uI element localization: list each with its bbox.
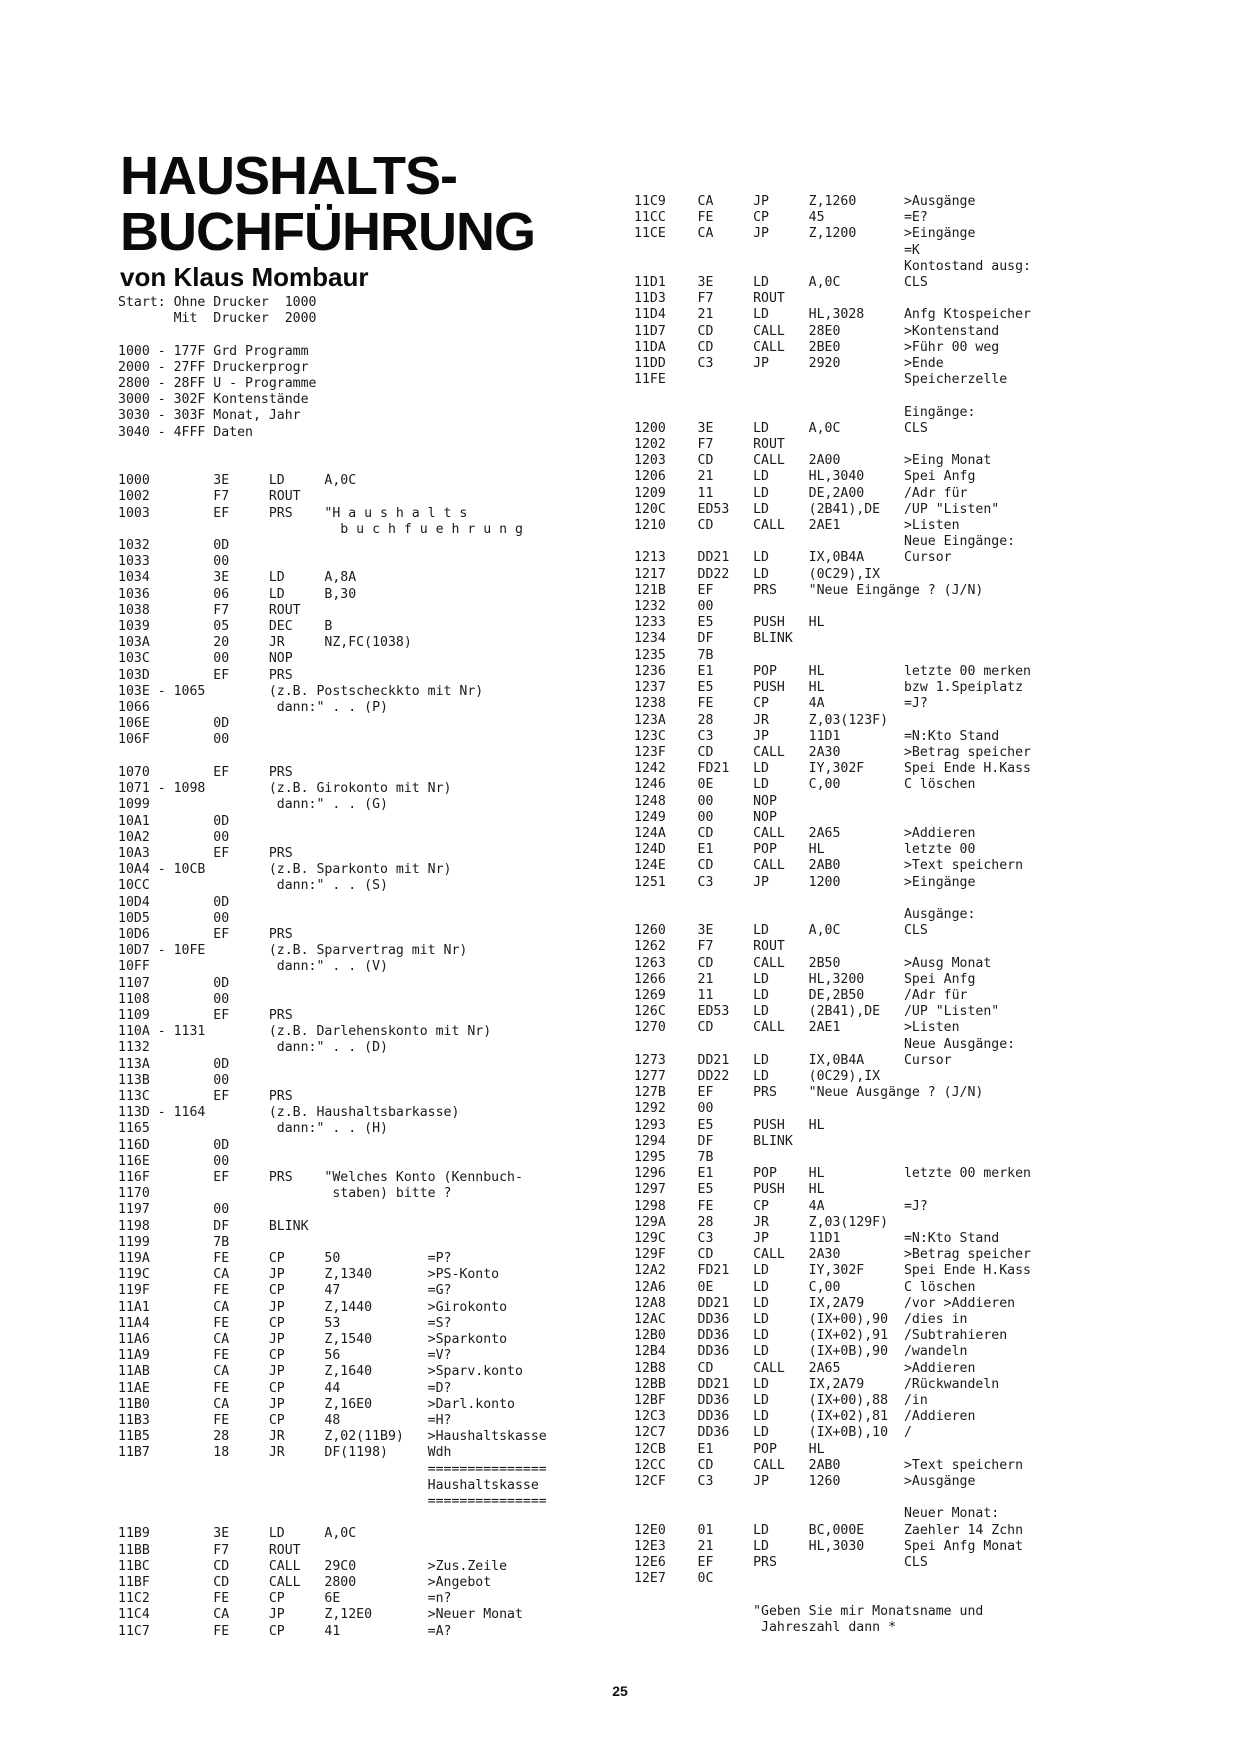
listing-line: 11BB F7 ROUT [118,1542,301,1558]
listing-line: 1107 0D [118,975,230,991]
listing-line: 12E3 21 LD HL,3030 Spei Anfg Monat [634,1538,1024,1554]
listing-line [118,441,547,457]
listing-line: 10A1 0D [118,813,230,829]
listing-line: 1298 FE CP 4A =J? [634,1198,928,1214]
listing-line: 12E6 EF PRS CLS [634,1555,928,1571]
listing-line: 1233 E5 PUSH HL [634,615,825,631]
listing-line: 1071 - 1098 (z.B. Girokonto mit Nr) [118,781,452,797]
listing-line: Start: Ohne Drucker 1000 [118,295,317,310]
listing-line: 12E7 0C [634,1571,714,1587]
listing-line: 1251 C3 JP 1200 >Eingänge [634,874,976,890]
listing-line: 1066 dann:" . . (P) [118,700,388,716]
listing-line: 1237 E5 PUSH HL bzw 1.Speiplatz [634,680,1024,696]
listing-line: 1246 0E LD C,00 C löschen [634,777,976,793]
listing-line: 1270 CD CALL 2AE1 >Listen [634,1020,960,1036]
listing-line: 126C ED53 LD (2B41),DE /UP "Listen" [634,1004,1000,1020]
listing-line: 10FF dann:" . . (V) [118,959,388,975]
listing-line: 11C2 FE CP 6E =n? [118,1591,452,1607]
listing-line: Kontostand ausg: [634,258,1031,274]
listing-line: 11A1 CA JP Z,1440 >Girokonto [118,1299,508,1315]
listing-line: 124D E1 POP HL letzte 00 [634,842,976,858]
listing-line: 12B0 DD36 LD (IX+02),91 /Subtrahieren [634,1328,1008,1344]
listing-line: 10D6 EF PRS [118,926,293,942]
listing-line: 1209 11 LD DE,2A00 /Adr für [634,485,968,501]
listing-line [634,1587,1031,1603]
listing-line: "Geben Sie mir Monatsname und [634,1603,984,1619]
listing-line: 1197 00 [118,1202,230,1218]
listing-line: 1292 00 [634,1101,714,1117]
listing-line [634,388,1031,404]
listing-line: 1206 21 LD HL,3040 Spei Anfg [634,469,976,485]
listing-line: 12BB DD21 LD IX,2A79 /Rückwandeln [634,1376,1000,1392]
listing-line: 11DA CD CALL 2BE0 >Führ 00 weg [634,339,1000,355]
listing-line: 119C CA JP Z,1340 >PS-Konto [118,1267,500,1283]
listing-line: 1235 7B [634,647,714,663]
listing-line: 1297 E5 PUSH HL [634,1182,825,1198]
listing-line: 113B 00 [118,1072,230,1088]
listing-line: 12CC CD CALL 2AB0 >Text speichern [634,1457,1024,1473]
listing-line: 103D EF PRS [118,667,293,683]
listing-line: 127B EF PRS "Neue Ausgänge ? (J/N) [634,1085,984,1101]
listing-line: 11D3 F7 ROUT [634,291,785,307]
listing-line: 106F 00 [118,732,230,748]
listing-line: 1295 7B [634,1149,714,1165]
listing-line: 1236 E1 POP HL letzte 00 merken [634,663,1031,679]
listing-line: =K [634,242,920,258]
listing-line: 11C9 CA JP Z,1260 >Ausgänge [634,194,976,209]
listing-line: 1033 00 [118,554,230,570]
listing-line: 1070 EF PRS [118,764,293,780]
listing-line: 11A6 CA JP Z,1540 >Sparkonto [118,1332,508,1347]
listing-line: 1269 11 LD DE,2B50 /Adr für [634,987,968,1003]
listing-line: Haushaltskasse [118,1477,539,1493]
listing-line: Eingänge: [634,404,976,420]
listing-line: 1002 F7 ROUT [118,489,301,505]
listing-line: 1099 dann:" . . (G) [118,797,388,813]
listing-line: 11D4 21 LD HL,3028 Anfg Ktospeicher [634,307,1031,323]
listing-line: 12AC DD36 LD (IX+00),90 /dies in [634,1312,968,1328]
listing-line: 103C 00 NOP [118,651,293,667]
listing-line: 11B9 3E LD A,0C [118,1526,357,1542]
listing-line: 1242 FD21 LD IY,302F Spei Ende H.Kass [634,761,1031,777]
listing-line: 110A - 1131 (z.B. Darlehenskonto mit Nr) [118,1024,492,1040]
listing-line: 3030 - 303F Monat, Jahr [118,408,301,424]
listing-line [118,749,547,765]
listing-line: 121B EF PRS "Neue Eingänge ? (J/N) [634,582,984,598]
listing-line: =============== [118,1494,547,1510]
listing-line: 11BF CD CALL 2800 >Angebot [118,1575,492,1591]
listing-line: 1294 DF BLINK [634,1133,793,1149]
listing-line: 119F FE CP 47 =G? [118,1283,452,1299]
listing-line: 11AE FE CP 44 =D? [118,1380,452,1396]
listing-line: 129A 28 JR Z,03(129F) [634,1214,889,1230]
listing-line: 3000 - 302F Kontenstände [118,392,309,408]
listing-line: 12A8 DD21 LD IX,2A79 /vor >Addieren [634,1295,1016,1311]
listing-line: 1108 00 [118,991,230,1007]
listing-line [634,1490,1031,1506]
listing-line: 1249 00 NOP [634,809,777,825]
listing-line: 12A2 FD21 LD IY,302F Spei Ende H.Kass [634,1263,1031,1279]
listing-line: 1202 F7 ROUT [634,437,785,453]
listing-line: 11CC FE CP 45 =E? [634,210,928,226]
listing-line: 1248 00 NOP [634,793,777,809]
listing-line: 11DD C3 JP 2920 >Ende [634,356,944,372]
listing-line: 10A2 00 [118,829,230,845]
listing-line: 10A4 - 10CB (z.B. Sparkonto mit Nr) [118,862,452,878]
listing-line: 106E 0D [118,716,230,732]
listing-line: 11D7 CD CALL 28E0 >Kontenstand [634,323,1000,339]
listing-line: 116F EF PRS "Welches Konto (Kennbuch- [118,1169,523,1185]
listing-line [118,457,547,473]
listing-line: 1039 05 DEC B [118,619,333,635]
listing-line: 1198 DF BLINK [118,1218,309,1234]
listing-line: 124E CD CALL 2AB0 >Text speichern [634,858,1024,874]
listing-line: 113C EF PRS [118,1088,293,1104]
article-title: HAUSHALTS- BUCHFÜHRUNG [120,146,535,262]
listing-line: 113A 0D [118,1056,230,1072]
listing-line: 11A9 FE CP 56 =V? [118,1348,452,1364]
listing-line: 113D - 1164 (z.B. Haushaltsbarkasse) [118,1105,460,1121]
listing-line: 12CF C3 JP 1260 >Ausgänge [634,1474,976,1490]
listing-line: 1165 dann:" . . (H) [118,1121,388,1137]
listing-line: 12BF DD36 LD (IX+00),88 /in [634,1393,928,1409]
listing-line: 10D7 - 10FE (z.B. Sparvertrag mit Nr) [118,943,468,959]
listing-line: 11C4 CA JP Z,12E0 >Neuer Monat [118,1607,523,1623]
listing-line: Jahreszahl dann * [634,1619,897,1635]
listing-line: 1210 CD CALL 2AE1 >Listen [634,518,960,534]
listing-line: 11AB CA JP Z,1640 >Sparv.konto [118,1364,523,1380]
listing-line: 12B8 CD CALL 2A65 >Addieren [634,1360,976,1376]
listing-line: 1262 F7 ROUT [634,939,785,955]
listing-line: 11BC CD CALL 29C0 >Zus.Zeile [118,1558,508,1574]
listing-line: 1000 3E LD A,0C [118,473,357,489]
listing-line: 1036 06 LD B,30 [118,586,357,602]
listing-line: 1032 0D [118,538,230,554]
listing-line: 1203 CD CALL 2A00 >Eing Monat [634,453,992,469]
listing-line: 11D1 3E LD A,0C CLS [634,275,928,291]
listing-line: 12CB E1 POP HL [634,1441,825,1457]
listing-line: 1213 DD21 LD IX,0B4A Cursor [634,550,952,566]
listing-line: 1003 EF PRS "H a u s h a l t s [118,505,468,521]
listing-line: 11FE Speicherzelle [634,372,1008,388]
listing-line: 11B5 28 JR Z,02(11B9) >Haushaltskasse [118,1429,547,1445]
listing-line: 12E0 01 LD BC,000E Zaehler 14 Zchn [634,1522,1024,1538]
listing-line: 1000 - 177F Grd Programm [118,343,309,359]
listing-line: 1266 21 LD HL,3200 Spei Anfg [634,971,976,987]
listing-line: 1132 dann:" . . (D) [118,1040,388,1056]
listing-line: 11C7 FE CP 41 =A? [118,1623,452,1639]
listing-line: 1273 DD21 LD IX,0B4A Cursor [634,1052,952,1068]
listing-line: 123A 28 JR Z,03(123F) [634,712,889,728]
listing-line: 12C7 DD36 LD (IX+0B),10 / [634,1425,912,1441]
listing-line: Neue Eingänge: [634,534,1016,550]
listing-line [118,1510,547,1526]
listing-line: Neue Ausgänge: [634,1036,1016,1052]
listing-line: 2800 - 28FF U - Programme [118,376,317,392]
listing-line: 1260 3E LD A,0C CLS [634,923,928,939]
listing-line: 12B4 DD36 LD (IX+0B),90 /wandeln [634,1344,968,1360]
listing-line: 1238 FE CP 4A =J? [634,696,928,712]
listing-line: 10CC dann:" . . (S) [118,878,388,894]
listing-line: 119A FE CP 50 =P? [118,1250,452,1266]
listing-line [118,327,547,343]
listing-line: 124A CD CALL 2A65 >Addieren [634,825,976,841]
listing-line: 120C ED53 LD (2B41),DE /UP "Listen" [634,501,1000,517]
listing-line: 103A 20 JR NZ,FC(1038) [118,635,412,651]
article-author: von Klaus Mombaur [120,262,369,292]
listing-line: 1170 staben) bitte ? [118,1186,452,1202]
listing-line: 11B3 FE CP 48 =H? [118,1413,452,1429]
listing-line: 1277 DD22 LD (0C29),IX [634,1068,881,1084]
listing-line: 10A3 EF PRS [118,845,293,861]
listing-line: 1234 DF BLINK [634,631,793,647]
listing-line: Ausgänge: [634,906,976,922]
listing-line: 3040 - 4FFF Daten [118,424,253,440]
listing-line: Neuer Monat: [634,1506,1000,1522]
listing-line: 2000 - 27FF Druckerprogr [118,359,309,375]
listing-line: 123C C3 JP 11D1 =N:Kto Stand [634,728,1000,744]
listing-line: 123F CD CALL 2A30 >Betrag speicher [634,744,1031,760]
listing-line: 1296 E1 POP HL letzte 00 merken [634,1166,1031,1182]
listing-line: 1263 CD CALL 2B50 >Ausg Monat [634,955,992,971]
listing-line [634,891,1031,907]
listing-line: 1038 F7 ROUT [118,602,301,618]
listing-line: 103E - 1065 (z.B. Postscheckkto mit Nr) [118,683,484,699]
listing-line: 1034 3E LD A,8A [118,570,357,586]
listing-line: 11CE CA JP Z,1200 >Eingänge [634,226,976,242]
listing-line: b u c h f u e h r u n g [118,521,523,537]
listing-line: 12A6 0E LD C,00 C löschen [634,1279,976,1295]
listing-line: 11B0 CA JP Z,16E0 >Darl.konto [118,1396,515,1412]
listing-line: 11B7 18 JR DF(1198) Wdh [118,1445,452,1461]
listing-line: 10D4 0D [118,894,230,910]
listing-line: 10D5 00 [118,910,230,926]
listing-line: 1293 E5 PUSH HL [634,1117,825,1133]
listing-line: 1200 3E LD A,0C CLS [634,420,928,436]
listing-line: 116D 0D [118,1137,230,1153]
listing-line: 129F CD CALL 2A30 >Betrag speicher [634,1247,1031,1263]
listing-left-column [118,295,547,1640]
listing-line: 11A4 FE CP 53 =S? [118,1315,452,1331]
listing-line: 12C3 DD36 LD (IX+02),81 /Addieren [634,1409,976,1425]
listing-right-column [634,194,1031,1636]
listing-line: 1109 EF PRS [118,1007,293,1023]
listing-line: 1217 DD22 LD (0C29),IX [634,566,881,582]
listing-line: Mit Drucker 2000 [118,311,317,327]
listing-line: 129C C3 JP 11D1 =N:Kto Stand [634,1231,1000,1246]
listing-line: =============== [118,1461,547,1477]
listing-line: 116E 00 [118,1153,230,1169]
page-number: 25 [612,1683,628,1699]
listing-line: 1232 00 [634,599,714,615]
listing-line: 1199 7B [118,1234,230,1250]
